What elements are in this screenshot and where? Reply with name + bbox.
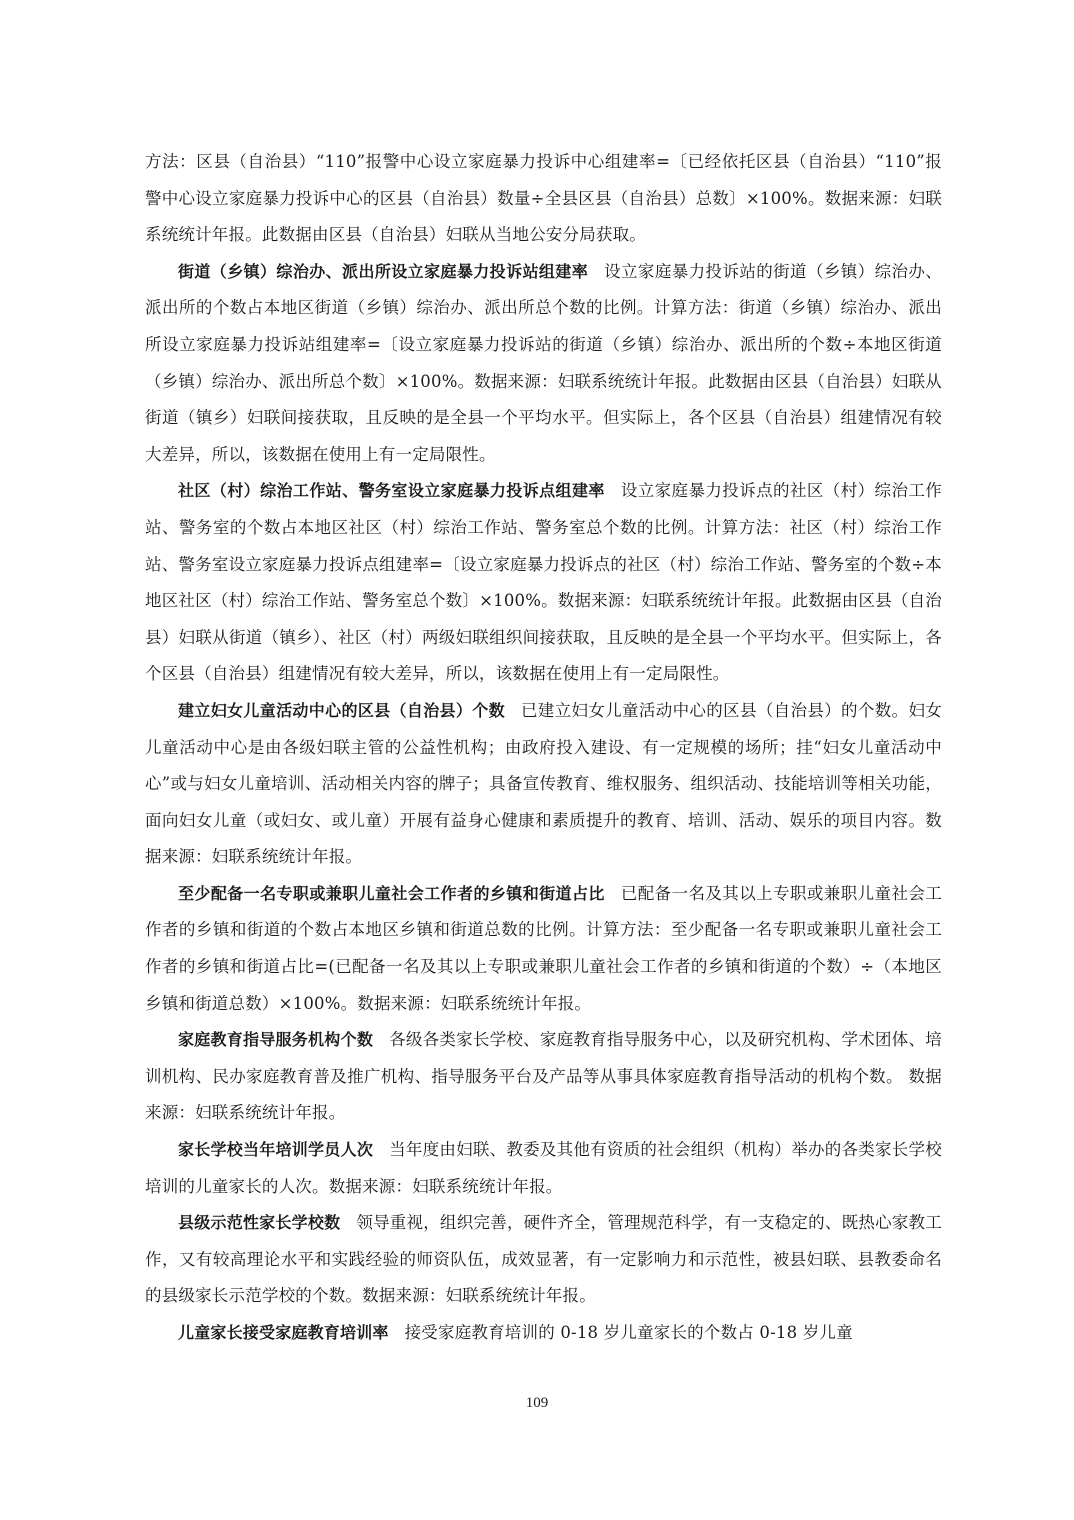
paragraph-text: 各级各类家长学校、家庭教育指导服务中心，以及研究机构、学术团体、培训机构、民办家庭教育普及推广机构、指导服务平台及产品等从事具体家庭教育指导活动的机构个数。 数据来源：妇联系统统计年报。 — [145, 1030, 942, 1123]
paragraph-text: 已建立妇女儿童活动中心的区县（自治县）的个数。妇女儿童活动中心是由各级妇联主管的公益性机构；由政府投入建设、有一定规模的场所；挂“妇女儿童活动中心”或与妇女儿童培训、活动相关内容的牌子；具备宣传教育、维权服务、组织活动、技能培训等相关功能，面向妇女儿童（或妇女、或儿童）开展有益身心健康和素质提升的教育、培训、活动、娱乐的项目内容。数据来源：妇联系统统计年报。 — [145, 700, 942, 867]
term-heading: 家庭教育指导服务机构个数 — [178, 1030, 374, 1050]
term-heading: 街道（乡镇）综治办、派出所设立家庭暴力投诉站组建率 — [178, 261, 589, 281]
paragraph-text: 设立家庭暴力投诉站的街道（乡镇）综治办、派出所的个数占本地区街道（乡镇）综治办、派出所总个数的比例。计算方法：街道（乡镇）综治办、派出所设立家庭暴力投诉站组建率=〔设立家庭暴力投诉站的街道（乡镇）综治办、派出所的个数÷本地区街道（乡镇）综治办、派出所总个数〕×100%。数据来源：妇联系统统计年报。此数据由区县（自治县）妇联从街道（镇乡）妇联间接获取，且反映的是全县一个平均水平。但实际上，各个区县（自治县）组建情况有较大差异，所以，该数据在使用上有一定局限性。 — [145, 261, 942, 464]
paragraph-definition — [145, 693, 942, 876]
paragraph-definition — [145, 473, 942, 693]
term-heading: 至少配备一名专职或兼职儿童社会工作者的乡镇和街道占比 — [178, 883, 605, 903]
paragraph-text: 接受家庭教育培训的 0-18 岁儿童家长的个数占 0-18 岁儿童 — [404, 1323, 853, 1342]
term-heading: 县级示范性家长学校数 — [178, 1213, 341, 1233]
page-number: 109 — [525, 1395, 549, 1411]
paragraph-text: 领导重视，组织完善，硬件齐全，管理规范科学，有一支稳定的、既热心家教工作，又有较高理论水平和实践经验的师资队伍，成效显著，有一定影响力和示范性，被县妇联、县教委命名的县级家长示范学校的个数。数据来源：妇联系统统计年报。 — [145, 1213, 942, 1306]
paragraph-text: 方法：区县（自治县）“110”报警中心设立家庭暴力投诉中心组建率=〔已经依托区县（自治县）“110”报警中心设立家庭暴力投诉中心的区县（自治县）数量÷全县区县（自治县）总数〕×100%。数据来源：妇联系统统计年报。此数据由区县（自治县）妇联从当地公安分局获取。 — [145, 152, 942, 245]
paragraph-definition — [145, 1132, 942, 1205]
paragraph-text: 已配备一名及其以上专职或兼职儿童社会工作者的乡镇和街道的个数占本地区乡镇和街道总数的比例。计算方法：至少配备一名专职或兼职儿童社会工作者的乡镇和街道占比=(已配备一名及其以上专职或兼职儿童社会工作者的乡镇和街道的个数）÷（本地区乡镇和街道总数）×100%。数据来源：妇联系统统计年报。 — [145, 883, 942, 1013]
term-heading: 家长学校当年培训学员人次 — [178, 1140, 374, 1160]
paragraph-definition — [145, 1315, 942, 1352]
paragraph-definition — [145, 1022, 942, 1132]
term-heading: 建立妇女儿童活动中心的区县（自治县）个数 — [178, 700, 505, 720]
term-heading: 儿童家长接受家庭教育培训率 — [178, 1323, 389, 1342]
document-body — [145, 144, 942, 1352]
term-heading: 社区（村）综治工作站、警务室设立家庭暴力投诉点组建率 — [178, 481, 605, 501]
paragraph-text: 当年度由妇联、教委及其他有资质的社会组织（机构）举办的各类家长学校培训的儿童家长的人次。数据来源：妇联系统统计年报。 — [145, 1140, 942, 1196]
paragraph-definition — [145, 254, 942, 474]
paragraph-text: 设立家庭暴力投诉点的社区（村）综治工作站、警务室的个数占本地区社区（村）综治工作站、警务室总个数的比例。计算方法：社区（村）综治工作站、警务室设立家庭暴力投诉点组建率=〔设立家庭暴力投诉点的社区（村）综治工作站、警务室的个数÷本地区社区（村）综治工作站、警务室总个数〕×100%。数据来源：妇联系统统计年报。此数据由区县（自治县）妇联从街道（镇乡）、社区（村）两级妇联组织间接获取，且反映的是全县一个平均水平。但实际上，各个区县（自治县）组建情况有较大差异，所以，该数据在使用上有一定局限性。 — [145, 481, 942, 684]
paragraph-continued — [145, 144, 942, 254]
paragraph-definition — [145, 1205, 942, 1315]
paragraph-definition — [145, 876, 942, 1022]
